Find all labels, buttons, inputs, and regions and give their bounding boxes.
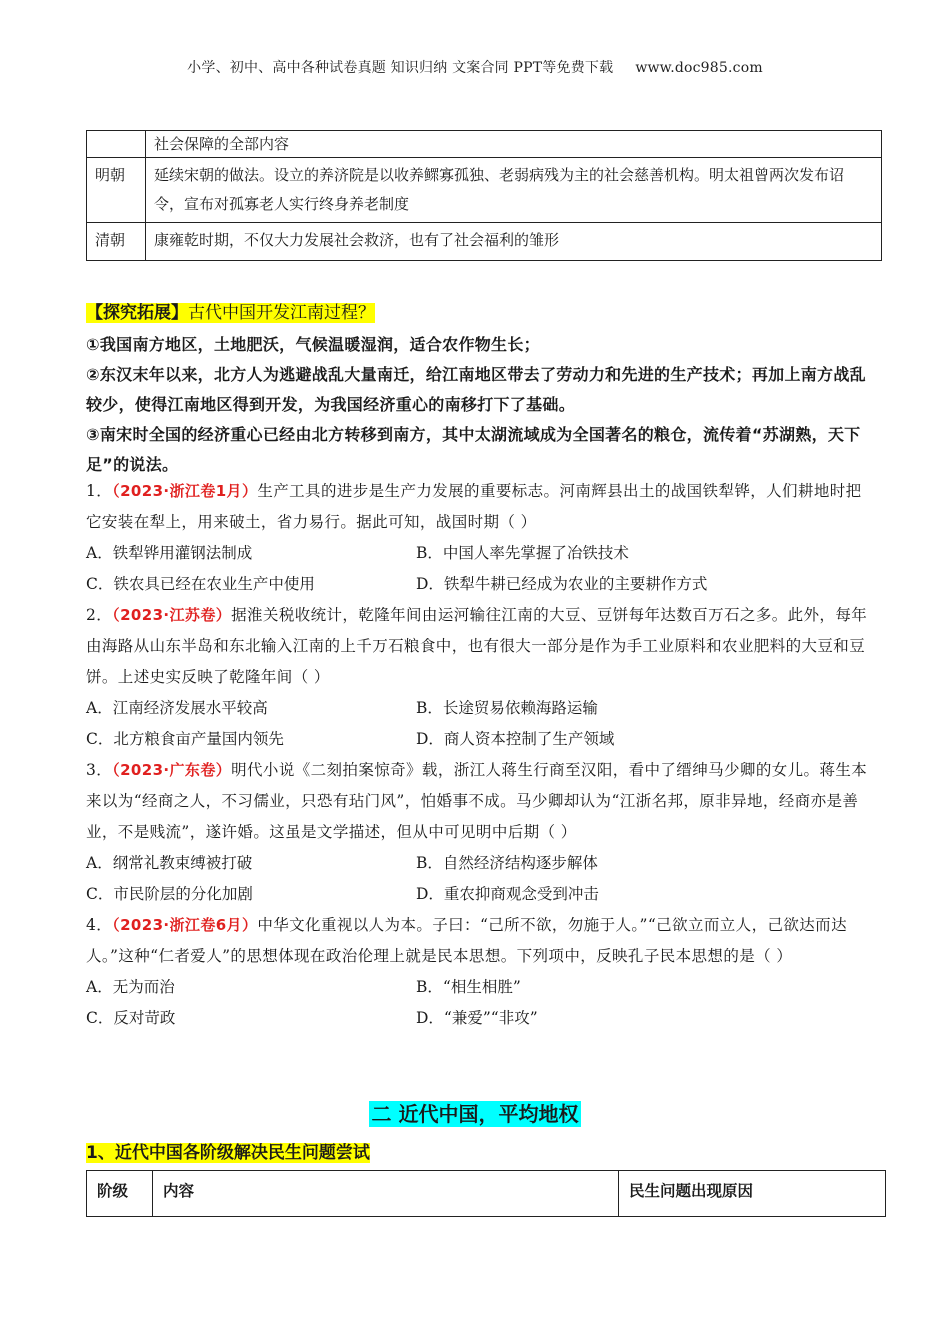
question-stem: 据淮关税收统计，乾隆年间由运河输往江南的大豆、豆饼每年达数百万石之多。此外，每年由海路从山东半岛和东北输入江南的上千万石粮食中，也有很大一部分是作为手工业原料和农业肥料的大豆和豆饼。上述史实反映了乾隆年间（ ）: [86, 606, 868, 686]
option-a[interactable]: A．江南经济发展水平较高: [86, 699, 268, 717]
question-1: [86, 476, 876, 600]
option-d[interactable]: D．铁犁牛耕已经成为农业的主要耕作方式: [416, 575, 708, 593]
question-3: [86, 755, 876, 910]
question-2: [86, 600, 876, 755]
option-b[interactable]: B．自然经济结构逐步解体: [416, 854, 598, 872]
explore-point: ①我国南方地区，土地肥沃，气候温暖湿润，适合农作物生长；: [86, 335, 540, 354]
option-c[interactable]: C．反对苛政: [86, 1009, 176, 1027]
table-row: [87, 158, 882, 223]
option-b[interactable]: B．“相生相胜”: [416, 978, 521, 996]
question-source: （2023·浙江卷6月）: [112, 916, 258, 934]
question-number: 4．: [86, 916, 113, 934]
question-stem: 生产工具的进步是生产力发展的重要标志。河南辉县出土的战国铁犁铧，人们耕地时把它安装在犁上，用来破土，省力易行。据此可知，战国时期（ ）: [86, 482, 862, 531]
option-a[interactable]: A．无为而治: [86, 978, 175, 996]
era-cell: [87, 131, 146, 158]
era-cell: 清朝: [87, 223, 146, 261]
table-row: [87, 223, 882, 261]
section-title: 二 近代中国，平均地权: [0, 1098, 950, 1127]
explore-title: 【探究拓展】古代中国开发江南过程？: [86, 303, 375, 323]
era-cell: 明朝: [87, 158, 146, 223]
subsection-title: 1、近代中国各阶级解决民生问题尝试: [86, 1143, 370, 1163]
option-b[interactable]: B．长途贸易依赖海路运输: [416, 699, 598, 717]
question-number: 2．: [86, 606, 113, 624]
explore-point: ③南宋时全国的经济重心已经由北方转移到南方，其中太湖流域成为全国著名的粮仓，流传着“苏湖熟，天下足”的说法。: [86, 425, 861, 474]
social-security-table: [86, 130, 882, 261]
content-cell: 康雍乾时期，不仅大力发展社会救济，也有了社会福利的雏形: [146, 223, 882, 261]
option-a[interactable]: A．纲常礼教束缚被打破: [86, 854, 253, 872]
question-source: （2023·江苏卷）: [112, 606, 232, 624]
header-cell-reason: 民生问题出现原因: [619, 1171, 886, 1217]
content-cell: 延续宋朝的做法。设立的养济院是以收养鳏寡孤独、老弱病残为主的社会慈善机构。明太祖曾两次发布诏令，宣布对孤寡老人实行终身养老制度: [146, 158, 882, 223]
option-b[interactable]: B．中国人率先掌握了冶铁技术: [416, 544, 629, 562]
question-4: [86, 910, 876, 1034]
option-c[interactable]: C．市民阶层的分化加剧: [86, 885, 253, 903]
question-source: （2023·广东卷）: [112, 761, 232, 779]
table-row: [87, 131, 882, 158]
table-header-row: [87, 1171, 886, 1217]
header-url[interactable]: www.doc985.com: [635, 60, 763, 76]
option-d[interactable]: D．重农抑商观念受到冲击: [416, 885, 599, 903]
option-c[interactable]: C．北方粮食亩产量国内领先: [86, 730, 284, 748]
question-stem: 中华文化重视以人为本。子曰：“己所不欲，勿施于人。”“己欲立而立人，己欲达而达人。”这种“仁者爱人”的思想体现在政治伦理上就是民本思想。下列项中，反映孔子民本思想的是（ ）: [86, 916, 847, 965]
option-d[interactable]: D．商人资本控制了生产领域: [416, 730, 615, 748]
question-number: 3．: [86, 761, 113, 779]
question-source: （2023·浙江卷1月）: [112, 482, 258, 500]
option-c[interactable]: C．铁农具已经在农业生产中使用: [86, 575, 315, 593]
explore-point: ②东汉末年以来，北方人为逃避战乱大量南迁，给江南地区带去了劳动力和先进的生产技术；再加上南方战乱较少，使得江南地区得到开发，为我国经济重心的南移打下了基础。: [86, 365, 866, 414]
header-cell-class: 阶级: [87, 1171, 153, 1217]
option-d[interactable]: D．“兼爱”“非攻”: [416, 1009, 538, 1027]
header-cell-content: 内容: [153, 1171, 619, 1217]
explore-section: [86, 300, 876, 480]
question-list: [86, 476, 876, 1034]
content-cell: 社会保障的全部内容: [146, 131, 882, 158]
question-stem: 明代小说《二刻拍案惊奇》载，浙江人蒋生行商至汉阳，看中了缙绅马少卿的女儿。蒋生本来以为“经商之人，不习儒业，只恐有玷门风”，怕婚事不成。马少卿却认为“江浙名邦，原非异地，经商亦是善业，不是贱流”，遂许婚。这虽是文学描述，但从中可见明中后期（ ）: [86, 761, 868, 841]
option-a[interactable]: A．铁犁铧用灌钢法制成: [86, 544, 253, 562]
page-header: [0, 57, 950, 77]
header-text: 小学、初中、高中各种试卷真题 知识归纳 文案合同 PPT等免费下载: [187, 60, 614, 76]
question-number: 1．: [86, 482, 113, 500]
class-attempts-table: [86, 1170, 886, 1217]
